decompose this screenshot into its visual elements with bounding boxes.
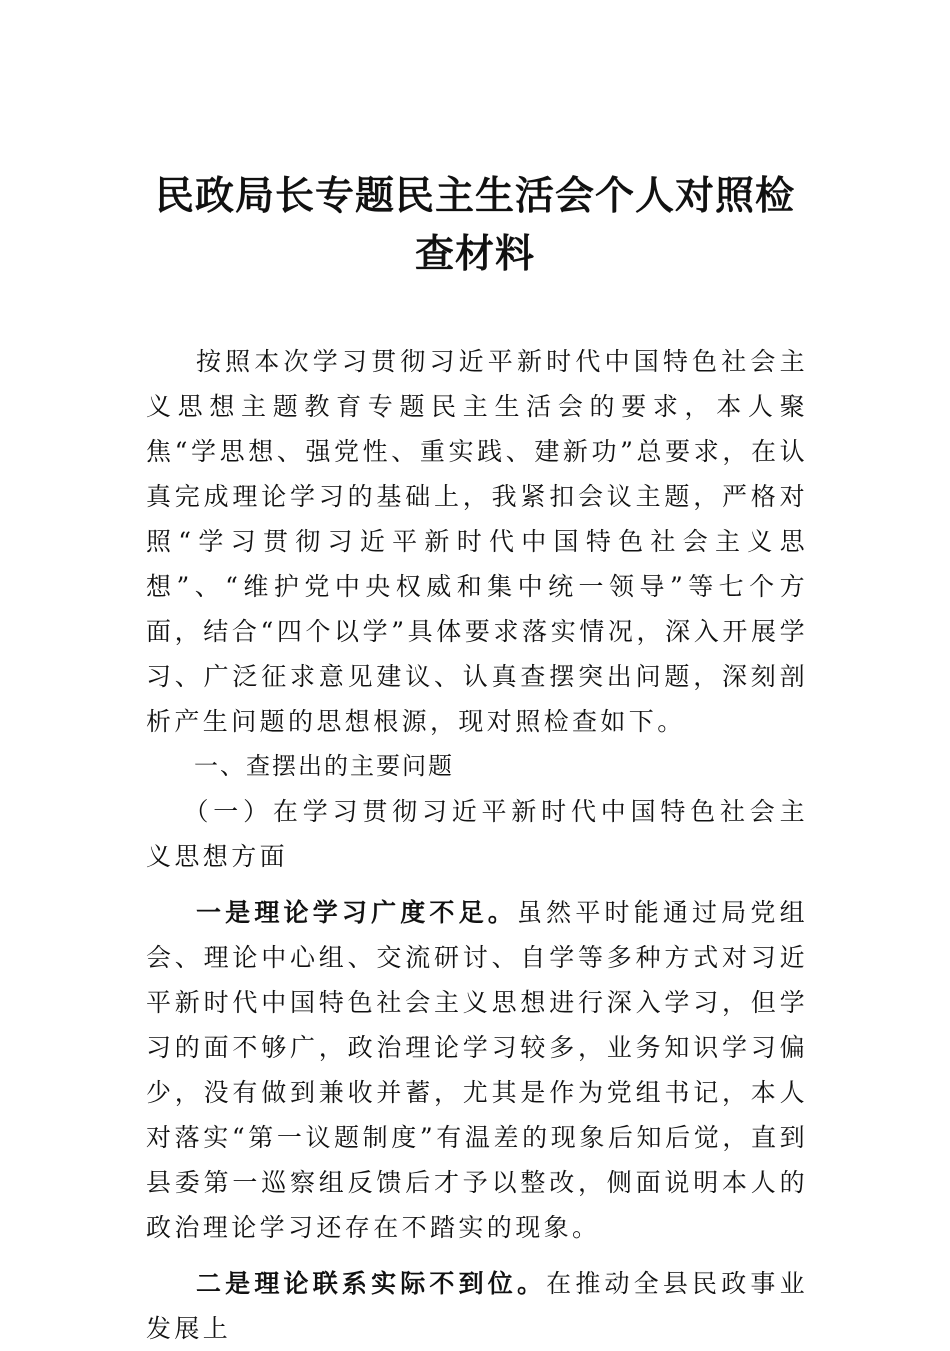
document-body xyxy=(146,339,808,1351)
point-two-lead: 二是理论联系实际不到位。 xyxy=(196,1269,547,1298)
point-two-text: 在推动全县民政事业发展上 xyxy=(146,1269,808,1343)
point-one-lead: 一是理论学习广度不足。 xyxy=(196,898,517,927)
subsection-heading: （一）在学习贯彻习近平新时代中国特色社会主义思想方面 xyxy=(146,797,808,871)
point-one-text: 虽然平时能通过局党组会、理论中心组、交流研讨、自学等多种方式对习近平新时代中国特色社会主义思想进行深入学习，但学习的面不够广，政治理论学习较多，业务知识学习偏少，没有做到兼收并蓄，尤其是作为党组书记，本人对落实“第一议题制度”有温差的现象后知后觉，直到县委第一巡察组反馈后才予以整改，侧面说明本人的政治理论学习还存在不踏实的现象。 xyxy=(146,898,808,1242)
point-one-paragraph xyxy=(146,890,808,1250)
point-two-paragraph xyxy=(146,1261,808,1351)
intro-paragraph: 按照本次学习贯彻习近平新时代中国特色社会主义思想主题教育专题民主生活会的要求，本人聚焦“学思想、强党性、重实践、建新功”总要求，在认真完成理论学习的基础上，我紧扣会议主题，严格对照“学习贯彻习近平新时代中国特色社会主义思想”、“维护党中央权威和集中统一领导”等七个方面，结合“四个以学”具体要求落实情况，深入开展学习、广泛征求意见建议、认真查摆突出问题，深刻剖析产生问题的思想根源，现对照检查如下。 xyxy=(146,347,808,736)
section-heading: 一、查摆出的主要问题 xyxy=(194,752,454,780)
document-title: 民政局长专题民主生活会个人对照检查材料 xyxy=(154,174,795,277)
